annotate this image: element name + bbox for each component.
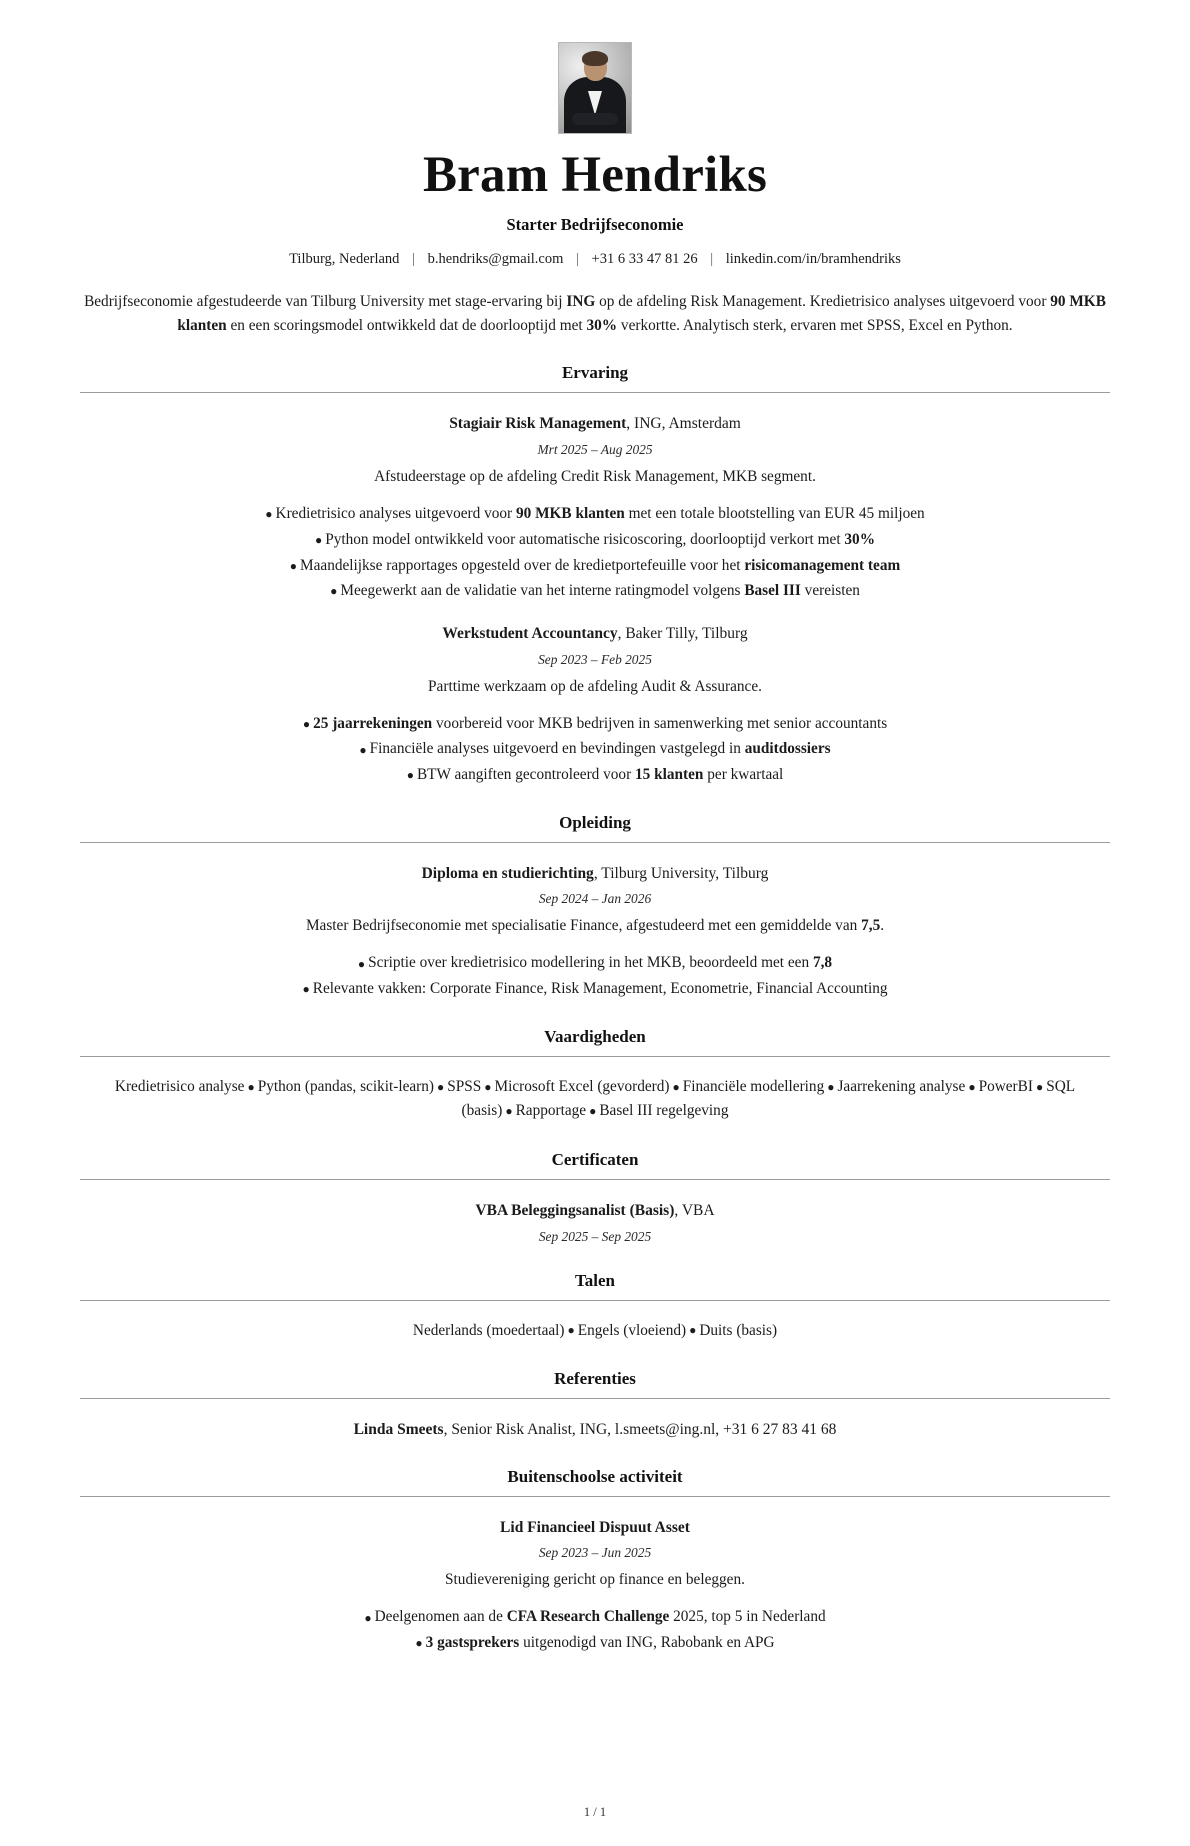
education-grade: 7,5 [861, 917, 881, 935]
section-heading: Vaardigheden [544, 1026, 646, 1046]
certificate-dates: Sep 2025 – Sep 2025 [538, 1228, 652, 1244]
bullet-highlight: 25 jaarrekeningen [313, 714, 433, 732]
bullet-text: Financiële analyses uitgevoerd en bevindingen vastgelegd in [369, 740, 745, 758]
section-heading: Certificaten [551, 1149, 639, 1169]
section-heading: Ervaring [561, 363, 629, 383]
section-buitenschoolse-activiteit [80, 1467, 1110, 1655]
section-heading: Referenties [554, 1368, 636, 1388]
list-item [80, 712, 1110, 736]
bullet-dot-icon: ● [415, 1636, 423, 1651]
avatar [558, 42, 632, 134]
activity-dates: Sep 2023 – Jun 2025 [538, 1545, 652, 1561]
skill-item: Rapportage [515, 1102, 587, 1120]
list-item [80, 554, 1110, 578]
skill-item: PowerBI [978, 1077, 1033, 1095]
entry-title [80, 413, 1110, 435]
job-dates: Sep 2023 – Feb 2025 [538, 651, 652, 667]
contact-location: Tilburg, Nederland [289, 251, 400, 268]
bullet-dot-icon: ● [672, 1079, 680, 1094]
bullet-highlight: 15 klanten [635, 766, 704, 784]
activity-entry [80, 1517, 1110, 1655]
skill-item: Python (pandas, scikit-learn) [257, 1077, 434, 1095]
job-description: Afstudeerstage op de afdeling Credit Risk Management, MKB segment. [374, 468, 816, 486]
bullet-text: Kredietrisico analyses uitgevoerd voor [275, 505, 516, 523]
bullet-dot-icon: ● [505, 1104, 513, 1119]
contact-linkedin[interactable]: linkedin.com/in/bramhendriks [725, 251, 901, 268]
bullet-text: uitgenodigd van ING, Rabobank en APG [519, 1634, 775, 1652]
bullet-dot-icon: ● [436, 1079, 445, 1094]
list-item [80, 977, 1110, 1001]
section-heading: Buitenschoolse activiteit [507, 1466, 683, 1486]
bullet-text: 2025, top 5 in Nederland [669, 1608, 826, 1626]
education-text: . [880, 917, 885, 935]
bullet-highlight: Basel III [744, 582, 801, 600]
bullet-text: vereisten [800, 582, 860, 600]
professional-headline: Starter Bedrijfseconomie [506, 215, 684, 235]
bullet-text: Relevante vakken: Corporate Finance, Risk Management, Econometrie, Financial Accounting [312, 980, 888, 998]
job-company: , ING, Amsterdam [626, 415, 741, 433]
contact-separator: | [710, 251, 714, 268]
contact-separator: | [575, 251, 579, 268]
contact-separator: | [412, 251, 415, 268]
reference-name: Linda Smeets [353, 1420, 444, 1438]
section-talen [80, 1271, 1110, 1343]
job-dates: Mrt 2025 – Aug 2025 [537, 442, 653, 458]
languages-list [80, 1319, 1110, 1343]
list-item [80, 579, 1110, 603]
bullet-dot-icon: ● [827, 1079, 835, 1094]
section-certificaten [80, 1150, 1110, 1245]
section-heading: Opleiding [559, 812, 631, 832]
list-item [80, 737, 1110, 761]
degree-title: Diploma en studierichting [421, 864, 594, 882]
bullet-text: Scriptie over kredietrisico modellering in het MKB, beoordeeld met een [368, 954, 813, 972]
bullet-text: met een totale blootstelling van EUR 45 miljoen [624, 505, 925, 523]
bullet-text: voorbereid voor MKB bedrijven in samenwerking met senior accountants [432, 714, 888, 732]
bullet-dot-icon: ● [406, 768, 414, 783]
bullet-dot-icon: ● [359, 742, 367, 757]
activity-bullets [80, 1605, 1110, 1654]
school-name: , Tilburg University, Tilburg [593, 864, 769, 882]
entry-title [80, 1200, 1110, 1222]
list-item [80, 528, 1110, 552]
bullet-dot-icon: ● [968, 1079, 976, 1094]
experience-entry [80, 413, 1110, 603]
summary-text: verkortte. Analytisch sterk, ervaren met SPSS, Excel en Python. [617, 316, 1013, 334]
section-ervaring [80, 363, 1110, 786]
education-description [80, 917, 1110, 935]
activity-role: Lid Financieel Dispuut Asset [500, 1518, 690, 1536]
skill-item: SPSS [447, 1077, 482, 1095]
summary-text: op de afdeling Risk Management. Kredietrisico analyses uitgevoerd voor [595, 293, 1051, 311]
bullet-dot-icon: ● [302, 716, 311, 731]
bullet-text: Deelgenomen aan de [374, 1608, 507, 1626]
bullet-dot-icon: ● [689, 1323, 697, 1338]
bullet-dot-icon: ● [484, 1079, 492, 1094]
summary-highlight-clients: 90 MKB klanten [177, 293, 1106, 334]
education-text: Master Bedrijfseconomie met specialisatie Finance, afgestudeerd met een gemiddelde van [305, 917, 862, 935]
bullet-text: Meegewerkt aan de validatie van het interne ratingmodel volgens [340, 582, 745, 600]
list-item [80, 1631, 1110, 1655]
job-role: Werkstudent Accountancy [442, 624, 618, 642]
certificate-issuer: , VBA [674, 1201, 715, 1219]
summary-highlight-ing: ING [566, 293, 596, 311]
summary-highlight-percent: 30% [586, 316, 618, 334]
skill-item: Basel III regelgeving [599, 1102, 729, 1120]
section-divider [80, 1056, 1110, 1057]
summary-text: en een scoringsmodel ontwikkeld dat de doorlooptijd met [226, 316, 587, 334]
job-bullets [80, 502, 1110, 603]
bullet-text: Maandelijkse rapportages opgesteld over de kredietportefeuille voor het [300, 556, 745, 574]
section-opleiding [80, 813, 1110, 1001]
bullet-text: Python model ontwikkeld voor automatische risicoscoring, doorlooptijd verkort met [325, 530, 845, 548]
entry-title [80, 863, 1110, 885]
bullet-highlight: 30% [844, 530, 875, 548]
skill-item: SQL (basis) [461, 1077, 1076, 1120]
skills-list [80, 1075, 1110, 1124]
list-item [80, 763, 1110, 787]
photo-hair [582, 51, 608, 66]
bullet-highlight: risicomanagement team [744, 556, 901, 574]
bullet-highlight: auditdossiers [744, 740, 831, 758]
experience-entry [80, 623, 1110, 787]
bullet-dot-icon: ● [357, 956, 366, 971]
skill-item: Jaarrekening analyse [837, 1077, 966, 1095]
professional-summary [80, 290, 1110, 337]
bullet-dot-icon: ● [302, 982, 310, 997]
language-item: Engels (vloeiend) [577, 1321, 687, 1339]
bullet-text: per kwartaal [703, 766, 784, 784]
certificate-entry [80, 1200, 1110, 1245]
education-dates: Sep 2024 – Jan 2026 [538, 891, 652, 907]
skill-item: Kredietrisico analyse [114, 1077, 245, 1095]
bullet-dot-icon: ● [364, 1610, 372, 1625]
profile-photo-container [80, 42, 1110, 134]
job-bullets [80, 712, 1110, 787]
bullet-highlight: 7,8 [812, 954, 833, 972]
section-divider [80, 1398, 1110, 1399]
certificate-name: VBA Beleggingsanalist (Basis) [475, 1201, 675, 1219]
language-item: Duits (basis) [699, 1321, 778, 1339]
job-company: , Baker Tilly, Tilburg [617, 624, 748, 642]
section-heading: Talen [574, 1270, 615, 1290]
bullet-dot-icon: ● [1035, 1079, 1044, 1094]
bullet-dot-icon: ● [247, 1079, 255, 1094]
entry-title [80, 623, 1110, 645]
skill-item: Microsoft Excel (gevorderd) [494, 1077, 670, 1095]
bullet-highlight: 90 MKB klanten [515, 505, 625, 523]
contact-phone[interactable]: +31 6 33 47 81 26 [591, 251, 698, 268]
list-item [80, 951, 1110, 975]
bullet-text: BTW aangiften gecontroleerd voor [416, 766, 635, 784]
bullet-dot-icon: ● [567, 1323, 575, 1338]
reference-entry [80, 1419, 1110, 1441]
bullet-dot-icon: ● [314, 533, 323, 548]
summary-text: Bedrijfseconomie afgestudeerde van Tilburg University met stage-ervaring bij [84, 293, 567, 311]
skill-item: Financiële modellering [682, 1077, 825, 1095]
reference-details: , Senior Risk Analist, ING, l.smeets@ing.nl, +31 6 27 83 41 68 [443, 1420, 837, 1438]
bullet-dot-icon: ● [330, 584, 338, 599]
entry-title [80, 1419, 1110, 1441]
bullet-highlight: 3 gastsprekers [425, 1634, 520, 1652]
section-divider [80, 1496, 1110, 1497]
contact-line [80, 251, 1110, 268]
job-role: Stagiair Risk Management [449, 415, 627, 433]
list-item [80, 1605, 1110, 1629]
bullet-highlight: CFA Research Challenge [506, 1608, 670, 1626]
section-vaardigheden [80, 1027, 1110, 1124]
page-indicator: 1 / 1 [583, 1804, 607, 1819]
section-referenties [80, 1369, 1110, 1441]
page-title: Bram Hendriks [422, 147, 768, 203]
section-divider [80, 842, 1110, 843]
bullet-dot-icon: ● [265, 507, 273, 522]
contact-email[interactable]: b.hendriks@gmail.com [427, 251, 564, 268]
bullet-dot-icon: ● [589, 1104, 597, 1119]
entry-title [80, 1517, 1110, 1539]
list-item [80, 502, 1110, 526]
education-entry [80, 863, 1110, 1001]
photo-crossed-arms [572, 113, 618, 125]
language-item: Nederlands (moedertaal) [412, 1321, 565, 1339]
section-divider [80, 392, 1110, 393]
job-description: Parttime werkzaam op de afdeling Audit & Assurance. [428, 677, 762, 695]
activity-description: Studievereniging gericht op finance en beleggen. [445, 1571, 745, 1589]
section-divider [80, 1300, 1110, 1301]
section-divider [80, 1179, 1110, 1180]
bullet-dot-icon: ● [289, 558, 298, 573]
education-bullets [80, 951, 1110, 1000]
